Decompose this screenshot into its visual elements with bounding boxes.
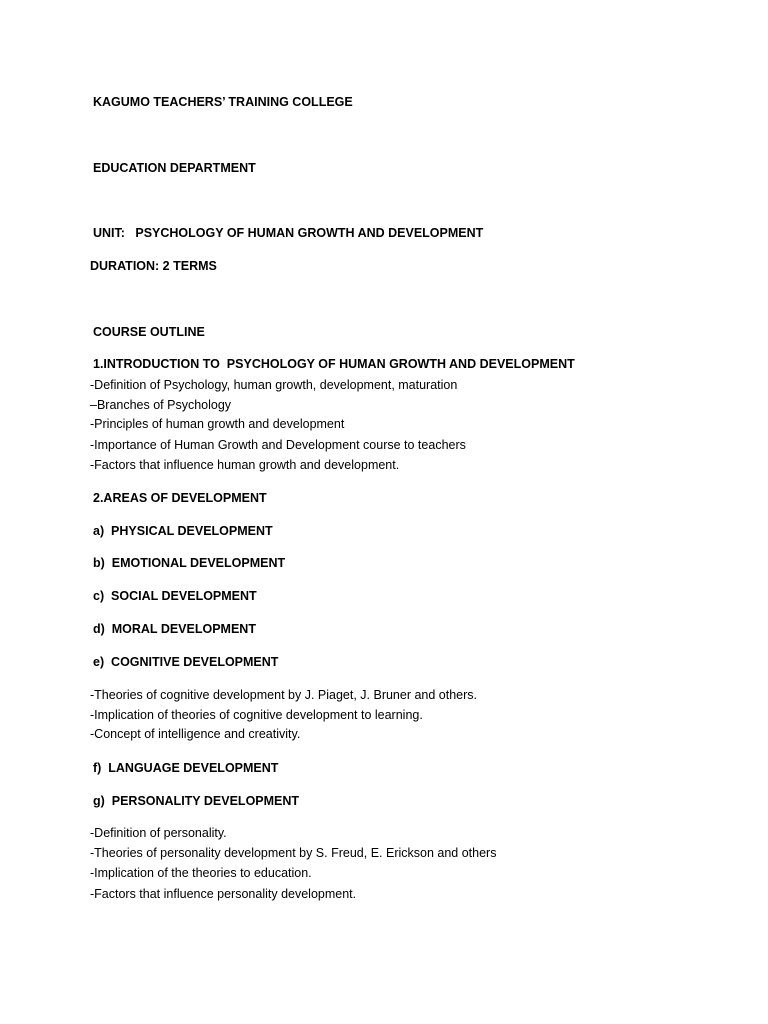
course-outline-heading: COURSE OUTLINE	[93, 325, 205, 339]
list-item: -Implication of theories of cognitive development to learning.	[90, 708, 423, 722]
subsection-physical: a) PHYSICAL DEVELOPMENT	[93, 524, 273, 538]
list-item: -Factors that influence human growth and development.	[90, 458, 400, 472]
subsection-emotional: b) EMOTIONAL DEVELOPMENT	[93, 556, 286, 570]
subsection-language: f) LANGUAGE DEVELOPMENT	[93, 761, 279, 775]
duration: DURATION: 2 TERMS	[90, 259, 217, 273]
subsection-personality: g) PERSONALITY DEVELOPMENT	[93, 794, 300, 808]
list-item: -Theories of cognitive development by J. Piaget, J. Bruner and others.	[90, 688, 478, 702]
list-item: -Theories of personality development by S. Freud, E. Erickson and others	[90, 846, 497, 860]
subsection-social: c) SOCIAL DEVELOPMENT	[93, 589, 257, 603]
list-item: -Definition of personality.	[90, 826, 227, 840]
section2-heading: 2.AREAS OF DEVELOPMENT	[93, 491, 267, 505]
list-item: -Factors that influence personality development.	[90, 887, 357, 901]
subsection-cognitive: e) COGNITIVE DEVELOPMENT	[93, 655, 279, 669]
department-name: EDUCATION DEPARTMENT	[93, 161, 256, 175]
list-item: -Implication of the theories to education.	[90, 866, 312, 880]
list-item: -Importance of Human Growth and Development course to teachers	[90, 438, 466, 452]
list-item: -Principles of human growth and development	[90, 417, 345, 431]
list-item: -Concept of intelligence and creativity.	[90, 727, 301, 741]
list-item: -Definition of Psychology, human growth, development, maturation	[90, 378, 458, 392]
subsection-moral: d) MORAL DEVELOPMENT	[93, 622, 256, 636]
unit-title: UNIT: PSYCHOLOGY OF HUMAN GROWTH AND DEVELOPMENT	[93, 226, 484, 240]
list-item: –Branches of Psychology	[90, 398, 232, 412]
college-name: KAGUMO TEACHERS’ TRAINING COLLEGE	[93, 95, 353, 109]
section1-heading: 1.INTRODUCTION TO PSYCHOLOGY OF HUMAN GROWTH AND DEVELOPMENT	[93, 357, 575, 371]
